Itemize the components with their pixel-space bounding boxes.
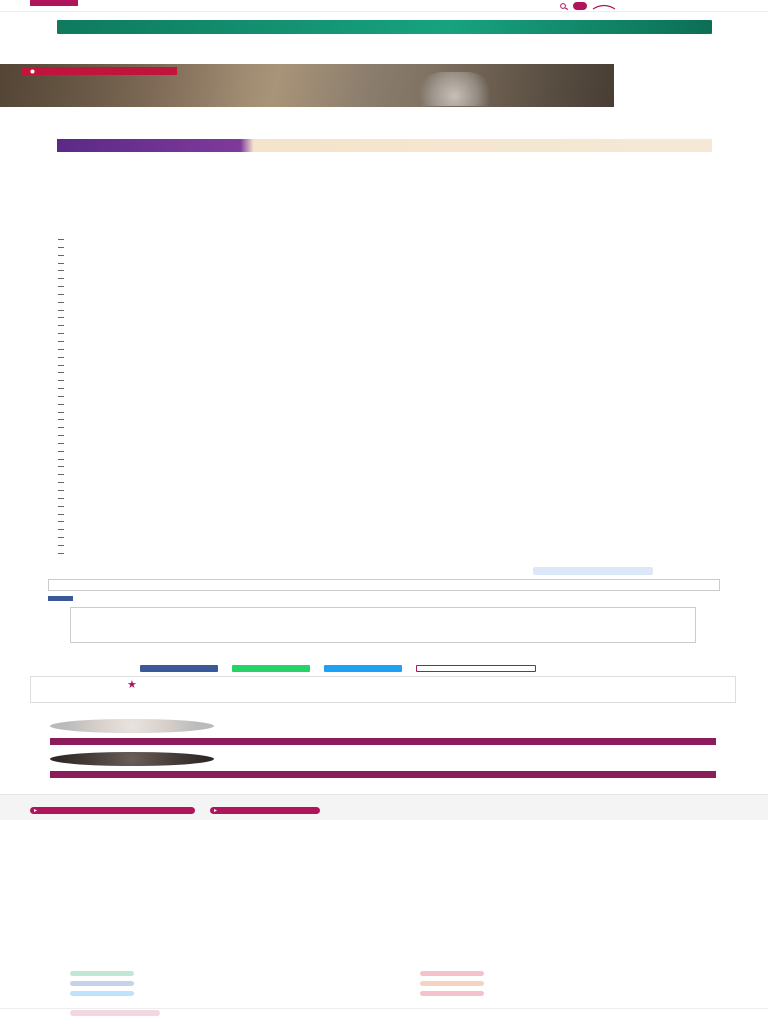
- instagram-icon: [420, 981, 484, 986]
- sitemap-heading: [502, 872, 722, 880]
- social-title: [30, 948, 730, 966]
- inline-advertisement[interactable]: [57, 139, 712, 152]
- list-item[interactable]: [58, 377, 658, 385]
- article-body-continued: [30, 153, 706, 230]
- banner-advertisement[interactable]: [57, 20, 712, 34]
- list-item[interactable]: [58, 511, 658, 519]
- sitemap-link[interactable]: [266, 930, 486, 937]
- list-item[interactable]: [58, 385, 658, 393]
- pin-icon: [30, 69, 35, 74]
- comments-frame: [70, 607, 696, 643]
- article-paragraph: [30, 182, 706, 208]
- consult-button[interactable]: [50, 738, 716, 745]
- list-item[interactable]: [58, 307, 658, 315]
- search-area: [555, 2, 617, 10]
- social-links: [70, 968, 720, 1000]
- menu-button[interactable]: [573, 2, 587, 10]
- article-body: [30, 114, 706, 141]
- sitemap-link[interactable]: [30, 929, 250, 936]
- list-item[interactable]: [58, 346, 658, 354]
- list-item[interactable]: [58, 338, 658, 346]
- expert-description: [235, 759, 655, 768]
- save-button[interactable]: [22, 67, 177, 75]
- article-title: [30, 44, 730, 64]
- list-item[interactable]: [58, 236, 658, 244]
- list-item[interactable]: [58, 416, 658, 424]
- share-email-button[interactable]: [416, 665, 536, 672]
- social-whatsapp-link[interactable]: [70, 968, 140, 978]
- list-item[interactable]: [58, 354, 658, 362]
- list-item[interactable]: [58, 503, 658, 511]
- star-icon: ★: [127, 679, 137, 691]
- list-item[interactable]: [58, 487, 658, 495]
- list-item[interactable]: [58, 432, 658, 440]
- list-item[interactable]: [58, 260, 658, 268]
- arrow-icon: [33, 808, 38, 813]
- sitemap-column: [266, 844, 486, 937]
- list-item[interactable]: [58, 314, 658, 322]
- list-item[interactable]: [58, 369, 658, 377]
- facebook-icon: [70, 981, 134, 986]
- whatsapp-icon: [70, 971, 134, 976]
- youtube-icon: [420, 971, 484, 976]
- list-item[interactable]: [58, 401, 658, 409]
- comment-input[interactable]: [48, 579, 720, 591]
- sitemap: [30, 844, 730, 944]
- list-item[interactable]: [58, 362, 658, 370]
- twitter-icon: [70, 991, 134, 996]
- list-item[interactable]: [58, 542, 658, 550]
- list-item[interactable]: [58, 283, 658, 291]
- sitemap-heading: [502, 844, 722, 852]
- social-youtube-link[interactable]: [420, 968, 490, 978]
- visit-pill-button[interactable]: [30, 807, 195, 814]
- list-item[interactable]: [58, 330, 658, 338]
- list-item[interactable]: [58, 518, 658, 526]
- social-facebook-link[interactable]: [70, 978, 140, 988]
- list-item[interactable]: [58, 550, 658, 558]
- list-item[interactable]: [58, 495, 658, 503]
- list-section-title: [30, 223, 730, 236]
- footer-logo[interactable]: [70, 1010, 160, 1016]
- article-paragraph: [30, 153, 706, 181]
- list-item[interactable]: [58, 471, 658, 479]
- list-item[interactable]: [58, 456, 658, 464]
- list-item[interactable]: [58, 534, 658, 542]
- search-icon[interactable]: [559, 3, 569, 10]
- share-whatsapp-button[interactable]: [232, 665, 310, 672]
- list-item[interactable]: [58, 463, 658, 471]
- list-item[interactable]: [58, 409, 658, 417]
- author-bio: [271, 678, 731, 702]
- top-header: [0, 0, 768, 12]
- list-item[interactable]: [58, 275, 658, 283]
- share-twitter-button[interactable]: [324, 665, 402, 672]
- visit-blog-bar: [0, 794, 768, 820]
- visit-pill-button[interactable]: [210, 807, 320, 814]
- share-facebook-button[interactable]: [140, 665, 218, 672]
- avatar[interactable]: [50, 752, 214, 766]
- social-pinterest-link[interactable]: [420, 988, 490, 998]
- list-item[interactable]: [58, 424, 658, 432]
- article-paragraph: [30, 114, 706, 140]
- avatar[interactable]: [50, 719, 214, 733]
- social-twitter-link[interactable]: [70, 988, 140, 998]
- list-item[interactable]: [58, 440, 658, 448]
- list-item[interactable]: [58, 322, 658, 330]
- facebook-icon: [48, 596, 73, 601]
- sort-dropdown[interactable]: [533, 567, 653, 575]
- list-item[interactable]: [58, 291, 658, 299]
- hero-image: [0, 64, 614, 107]
- sitemap-column: [30, 844, 250, 935]
- facebook-plugin[interactable]: [48, 594, 79, 602]
- share-buttons: [140, 665, 536, 672]
- list-item[interactable]: [58, 252, 658, 260]
- list-item[interactable]: [58, 479, 658, 487]
- expert-card: [50, 751, 716, 781]
- sitemap-column: [502, 844, 722, 951]
- arrow-icon: [213, 808, 218, 813]
- list-item[interactable]: [58, 526, 658, 534]
- author-box: [30, 676, 736, 703]
- social-instagram-link[interactable]: [420, 978, 490, 988]
- comments-header: [48, 567, 718, 577]
- list-item[interactable]: [58, 299, 658, 307]
- footer: [0, 1008, 768, 1024]
- expert-description: [235, 726, 655, 735]
- pinterest-icon: [420, 991, 484, 996]
- list-item[interactable]: [58, 244, 658, 252]
- blog-tab[interactable]: [30, 0, 78, 6]
- list-item[interactable]: [58, 393, 658, 401]
- sitemap-heading: [266, 903, 486, 911]
- consult-button[interactable]: [50, 771, 716, 778]
- list-item[interactable]: [58, 448, 658, 456]
- link-list: [58, 236, 658, 558]
- list-item[interactable]: [58, 267, 658, 275]
- expert-card: [50, 718, 716, 748]
- user-icon[interactable]: [591, 2, 617, 10]
